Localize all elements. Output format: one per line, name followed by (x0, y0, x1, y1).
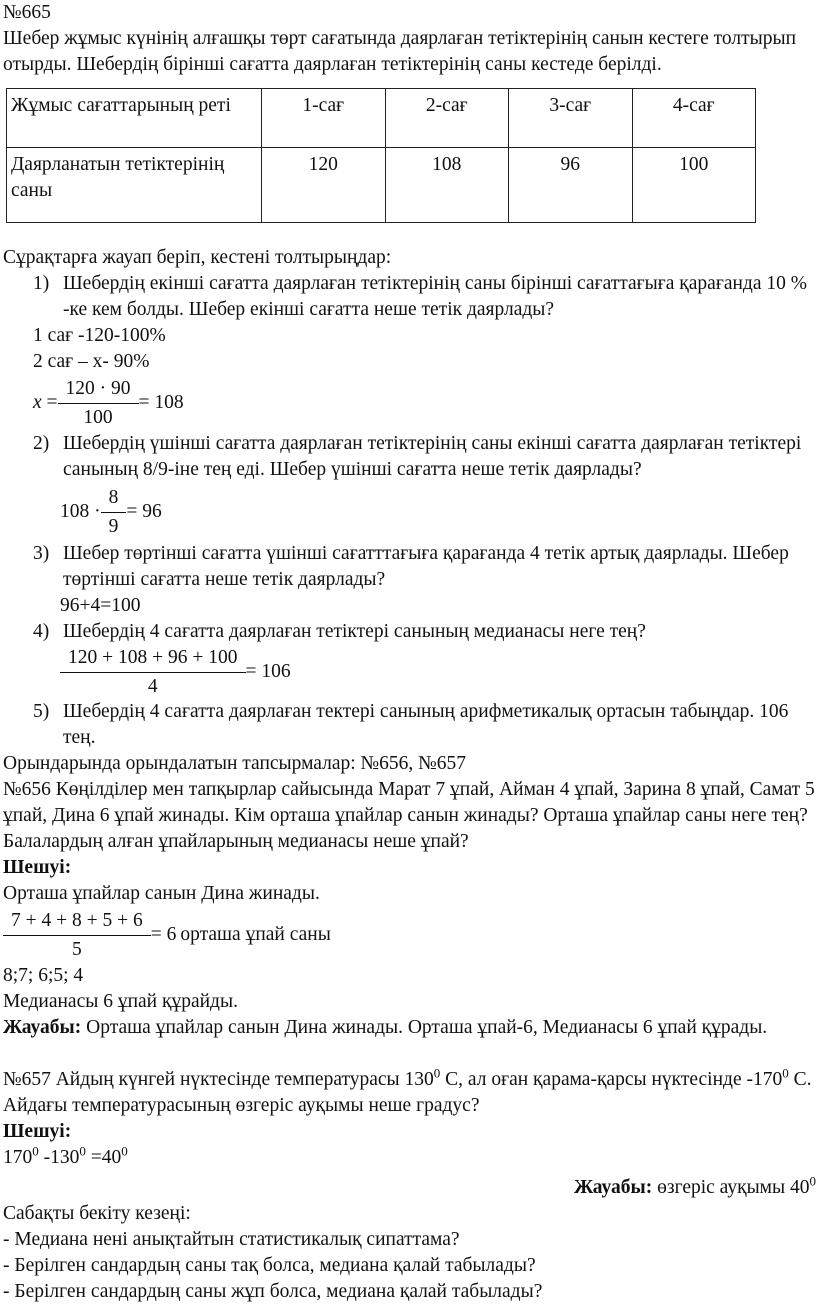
denominator: 5 (3, 935, 151, 963)
question-1 (3, 271, 816, 323)
question-text: Шебердің екінші сағатта даярлаған тетіктерінің саны бірінші сағаттағыға қарағанда 10 % -ке кем болды. Шебер екінші сағатта неше тетік даярлады? (63, 273, 807, 320)
question-number: 4) (33, 619, 49, 645)
task-657-answer (3, 1175, 816, 1201)
question-4 (3, 619, 816, 645)
solution-label: Шешуі: (3, 1121, 71, 1142)
table-cell: 108 (385, 148, 509, 223)
sorted-values: 8;7; 6;5; 4 (3, 963, 816, 989)
text-part: С, ал оған қарама-қарсы нүктесінде -170 (440, 1069, 782, 1090)
question-number: 2) (33, 431, 49, 457)
work-hours-table (6, 88, 756, 223)
question-number: 1) (33, 271, 49, 297)
question-2 (3, 431, 816, 483)
q1-line-2: 2 сағ – х- 90% (3, 349, 816, 375)
task-656-text: №656 Көңілділер мен тапқырлар сайысында Марат 7 ұпай, Айман 4 ұпай, Зарина 8 ұпай, Самат 5 ұпай, Дина 6 ұпай жинады. Кім орташа ұпайлар санын жинады? Орташа ұпайлар саны неге тең? Балалардың алған ұпайларының медианасы неше ұпай? (3, 777, 816, 855)
task-657-text (3, 1067, 816, 1119)
result: = 106 (246, 659, 291, 685)
task-657-calc (3, 1145, 816, 1171)
question-5 (3, 699, 816, 751)
task-656-formula (3, 907, 816, 963)
fraction (64, 645, 242, 700)
solution-label: Шешуі: (3, 857, 71, 878)
question-number: 3) (33, 541, 49, 567)
question-text: Шебердің 4 сағатта даярлаған тетіктері санының медианасы неге тең? (63, 621, 646, 642)
q4-formula (3, 645, 816, 699)
task-656-answer (3, 1015, 816, 1041)
table-row (7, 89, 756, 148)
table-cell: 2-сағ (385, 89, 509, 148)
review-item: - Берілген сандардың саны жұп болса, медиана қалай табылады? (3, 1279, 816, 1305)
median-line: Медианасы 6 ұпай құрайды. (3, 989, 816, 1015)
table-row-label: Даярланатын тетіктерінің саны (7, 148, 262, 223)
question-text: Шебер төртінші сағатта үшінші сағатттағыға қарағанда 4 тетік артық даярлады. Шебер төртінші сағатта неше тетік даярлады? (63, 543, 789, 590)
question-number: 5) (33, 699, 49, 725)
calc-part: 170 (3, 1147, 32, 1168)
task-665-prompt: Сұрақтарға жауап беріп, кестені толтырыңдар: (3, 245, 816, 271)
variable-x: x (33, 390, 42, 416)
question-3 (3, 541, 816, 593)
denominator: 100 (58, 403, 139, 431)
degree-sup: 0 (810, 1174, 816, 1189)
table-cell: 100 (632, 148, 756, 223)
degree-sup: 0 (79, 1144, 86, 1159)
review-title: Сабақты бекіту кезеңі: (3, 1201, 816, 1227)
fraction (105, 485, 123, 540)
answer-text: Орташа ұпайлар санын Дина жинады. Орташа ұпай-6, Медианасы 6 ұпай құрады. (86, 1017, 767, 1038)
calc-part: -130 (39, 1147, 80, 1168)
table-cell: 3-сағ (509, 89, 633, 148)
result: = 96 (126, 499, 161, 525)
answer-label: Жауабы: (574, 1177, 652, 1198)
table-cell: 120 (262, 148, 386, 223)
result: = 108 (139, 390, 184, 416)
table-row-label: Жұмыс сағаттарының реті (7, 89, 262, 148)
fraction (7, 908, 147, 963)
homework-line: Орындарында орындалатын тапсырмалар: №656, №657 (3, 751, 816, 777)
degree-sup: 0 (782, 1066, 789, 1081)
numerator: 120 + 108 + 96 + 100 (64, 645, 242, 672)
question-text: Шебердің үшінші сағатта даярлаған тетіктерінің саны екінші сағатта даярлаған тетіктері санының 8/9-іне тең еді. Шебер үшінші сағатта неше тетік даярлады? (63, 433, 801, 480)
table-cell: 96 (509, 148, 633, 223)
denominator: 9 (101, 512, 127, 540)
q1-formula (3, 375, 816, 431)
degree-sup: 0 (434, 1066, 441, 1081)
text-part: №657 Айдың күнгей нүктесінде температурасы 130 (3, 1069, 434, 1090)
numerator: 120 · 90 (62, 376, 135, 403)
table-cell: 1-сағ (262, 89, 386, 148)
answer-text: өзгеріс ауқымы 40 (652, 1177, 809, 1198)
result-caption: орташа ұпай саны (180, 922, 330, 948)
degree-sup: 0 (121, 1144, 128, 1159)
text-part: С. Айдағы температурасының өзгеріс ауқымы неше градус? (3, 1069, 812, 1116)
review-item: - Медиана нені анықтайтын статистикалық сипаттама? (3, 1227, 816, 1253)
q2-formula (3, 483, 816, 541)
answer-label: Жауабы: (3, 1017, 81, 1038)
q3-answer: 96+4=100 (3, 593, 816, 619)
factor: 108 · (60, 499, 101, 525)
equals-sign: = (42, 390, 58, 416)
table-row (7, 148, 756, 223)
task-665-intro: Шебер жұмыс күнінің алғашқы төрт сағатында даярлаған тетіктерінің санын кестеге толтырып отырды. Шебердің бірінші сағатта даярлаған тетіктерінің саны кестеде берілді. (3, 26, 816, 78)
q1-line-1: 1 сағ -120-100% (3, 323, 816, 349)
task-665-number: №665 (3, 0, 816, 26)
result: = 6 (151, 922, 177, 948)
fraction (62, 376, 135, 431)
table-cell: 4-сағ (632, 89, 756, 148)
calc-part: =40 (86, 1147, 121, 1168)
denominator: 4 (60, 672, 246, 700)
degree-sup: 0 (32, 1144, 39, 1159)
numerator: 8 (105, 485, 123, 512)
review-item: - Берілген сандардың саны тақ болса, медиана қалай табылады? (3, 1253, 816, 1279)
question-text: Шебердің 4 сағатта даярлаған тектері санының арифметикалық ортасын табыңдар. 106 тең. (63, 701, 788, 748)
numerator: 7 + 4 + 8 + 5 + 6 (7, 908, 147, 935)
task-656-line-1: Орташа ұпайлар санын Дина жинады. (3, 881, 816, 907)
